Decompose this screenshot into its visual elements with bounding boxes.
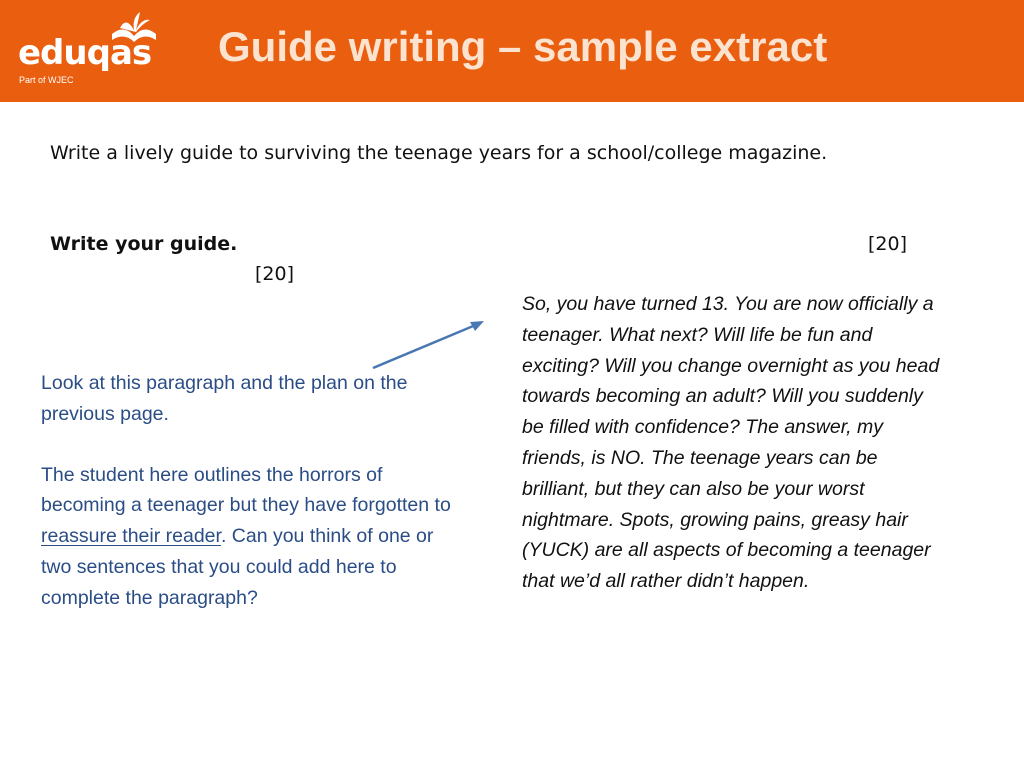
advice-paragraph-1: Look at this paragraph and the plan on the previous page. (41, 372, 408, 425)
page-title: Guide writing – sample extract (218, 23, 828, 70)
advice-text-before: The student here outlines the horrors of becoming a teenager but they have forgotten to (41, 463, 451, 517)
task-instruction: Write your guide. (50, 233, 238, 255)
reassure-reader-underlined: reassure their reader (41, 525, 221, 548)
marks-label-right: [20] (868, 233, 908, 255)
logo-tagline: Part of WJEC (19, 75, 74, 85)
logo-wordmark: eduqas (18, 33, 152, 73)
task-prompt: Write a lively guide to surviving the teenage years for a school/college magazine. (50, 142, 828, 164)
marks-label-left: [20] (255, 263, 295, 285)
advice-text-after: . Can you think of one or two sentences that you could add here to complete the paragraph? (41, 525, 434, 609)
sample-extract-paragraph: So, you have turned 13. You are now officially a teenager. What next? Will life be fun and exciting? Will you change overnight as you head towards becoming an adult? Will you suddenly be filled with confidence? The answer, my friends, is NO. The teenage years can be brilliant, but they can also be your worst nightmare. Spots, growing pains, greasy hair (YUCK) are all aspects of becoming a teenager that we’d all rather didn’t happen. (522, 293, 940, 593)
